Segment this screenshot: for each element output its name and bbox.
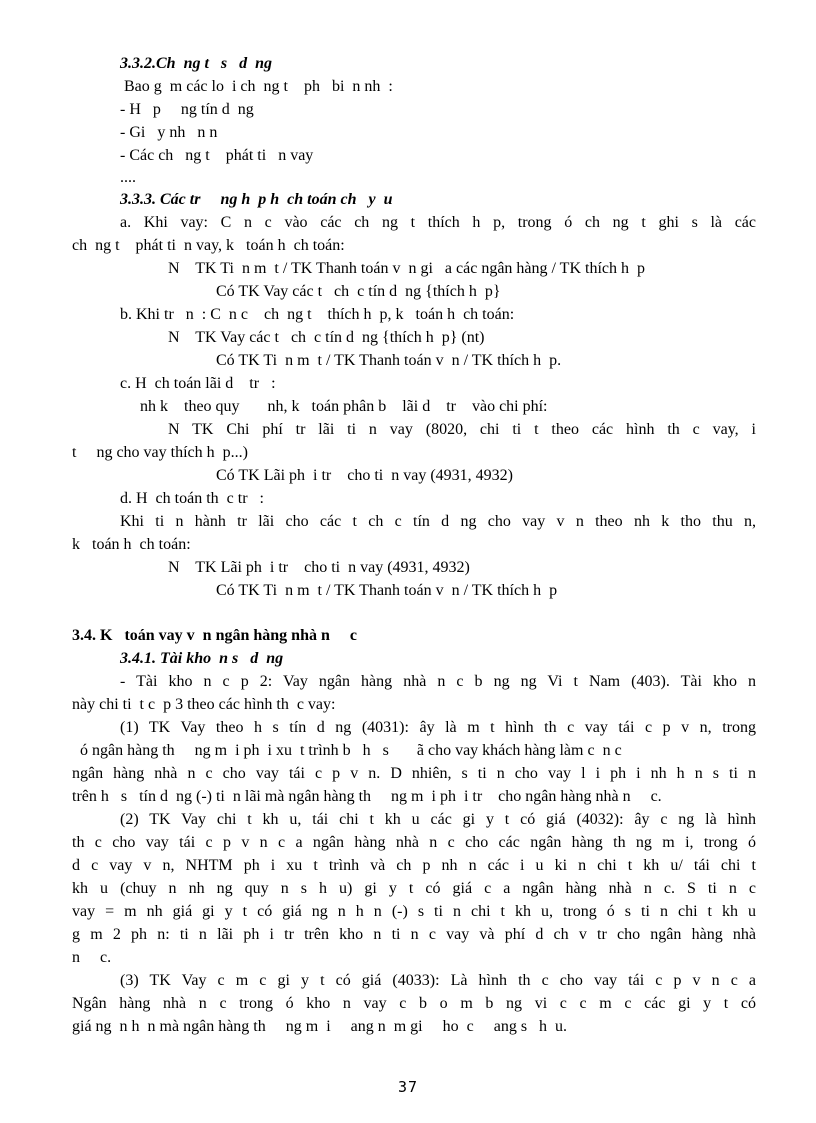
list-item: - H p ng tín d ng — [120, 101, 254, 118]
paragraph-line: này chi ti t c p 3 theo các hình th c vay: — [72, 696, 336, 713]
paragraph-line: ó ngân hàng th ng m i ph i xu t trình b h s ã cho vay khách hàng làm c n c — [72, 742, 622, 759]
debit-entry: N TK Ti n m t / TK Thanh toán v n gi a các ngân hàng / TK thích h p — [168, 260, 645, 277]
paragraph-line: b. Khi tr n : C n c ch ng t thích h p, k toán h ch toán: — [120, 306, 515, 323]
paragraph-line: a. Khi vay: C n c vào các ch ng t thích h p, trong ó ch ng t ghi s là các — [120, 214, 756, 231]
paragraph-line: d c vay v n, NHTM ph i xu t trình và ch p nh n các i u ki n chi t kh u/ tái chi t — [72, 857, 756, 874]
paragraph-line: c. H ch toán lãi d tr : — [120, 375, 276, 392]
paragraph-line: nh k theo quy nh, k toán phân b lãi d tr vào chi phí: — [140, 398, 548, 415]
paragraph-line: Khi ti n hành tr lãi cho các t ch c tín d ng cho vay v n theo nh k tho thu n, — [120, 513, 756, 530]
paragraph-line: - Tài kho n c p 2: Vay ngân hàng nhà n c b ng ng Vi t Nam (403). Tài kho n — [120, 673, 756, 690]
page-number: 37 — [397, 1078, 419, 1096]
list-item: - Gi y nh n n — [120, 124, 218, 141]
paragraph-line: kh u (chuy n nh ng quy n s h u) gi y t có giá c a ngân hàng nhà n c. S ti n c — [72, 880, 756, 897]
paragraph-line: trên h s tín d ng (-) ti n lãi mà ngân hàng th ng m i ph i tr cho ngân hàng nhà n c. — [72, 788, 662, 805]
section-heading-3-3-2: 3.3.2.Ch ng t s d ng — [120, 55, 273, 72]
credit-entry: Có TK Vay các t ch c tín d ng {thích h p} — [216, 283, 501, 300]
paragraph-line: n c. — [72, 949, 112, 966]
paragraph-line: d. H ch toán th c tr : — [120, 490, 264, 507]
paragraph-line: ch ng t phát ti n vay, k toán h ch toán: — [72, 237, 345, 254]
paragraph-line: g m 2 ph n: ti n lãi ph i tr trên kho n ti n c vay và phí d ch v tr cho ngân hàng nhà — [72, 926, 756, 943]
intro-line: Bao g m các lo i ch ng t ph bi n nh : — [124, 78, 393, 95]
debit-entry: N TK Chi phí tr lãi ti n vay (8020, chi ti t theo các hình th c vay, i — [168, 421, 756, 438]
paragraph-line: giá ng n h n mà ngân hàng th ng m i ang n m gi ho c ang s h u. — [72, 1018, 568, 1035]
paragraph-line: (2) TK Vay chi t kh u, tái chi t kh u các gi y t có giá (4032): ây c ng là hình — [120, 811, 756, 828]
section-heading-3-4: 3.4. K toán vay v n ngân hàng nhà n c — [72, 627, 357, 644]
list-item: - Các ch ng t phát ti n vay — [120, 147, 314, 164]
paragraph-line: k toán h ch toán: — [72, 536, 191, 553]
debit-entry-continued: t ng cho vay thích h p...) — [72, 444, 248, 461]
paragraph-line: Ngân hàng nhà n c trong ó kho n vay c b o m b ng vi c c m c các gi y t có — [72, 995, 756, 1012]
credit-entry: Có TK Ti n m t / TK Thanh toán v n / TK thích h p — [216, 582, 558, 599]
subsection-heading-3-4-1: 3.4.1. Tài kho n s d ng — [120, 650, 284, 667]
paragraph-line: th c cho vay tái c p v n c a ngân hàng nhà n c cho các ngân hàng th ng m i, trong ó — [72, 834, 756, 851]
debit-entry: N TK Vay các t ch c tín d ng {thích h p} (nt) — [168, 329, 485, 346]
credit-entry: Có TK Lãi ph i tr cho ti n vay (4931, 4932) — [216, 467, 513, 484]
section-heading-3-3-3: 3.3.3. Các tr ng h p h ch toán ch y u — [120, 191, 393, 208]
paragraph-line: ngân hàng nhà n c cho vay tái c p v n. D nhiên, s ti n cho vay l i ph i nh h n s ti n — [72, 765, 756, 782]
paragraph-line: vay = m nh giá gi y t có giá ng n h n (-) s ti n chi t kh u, trong ó s ti n chi t kh u — [72, 903, 756, 920]
paragraph-line: (3) TK Vay c m c gi y t có giá (4033): Là hình th c cho vay tái c p v n c a — [120, 972, 756, 989]
paragraph-line: (1) TK Vay theo h s tín d ng (4031): ây là m t hình th c vay tái c p v n, trong — [120, 719, 756, 736]
debit-entry: N TK Lãi ph i tr cho ti n vay (4931, 4932) — [168, 559, 470, 576]
list-item: .... — [120, 169, 136, 186]
credit-entry: Có TK Ti n m t / TK Thanh toán v n / TK thích h p. — [216, 352, 562, 369]
